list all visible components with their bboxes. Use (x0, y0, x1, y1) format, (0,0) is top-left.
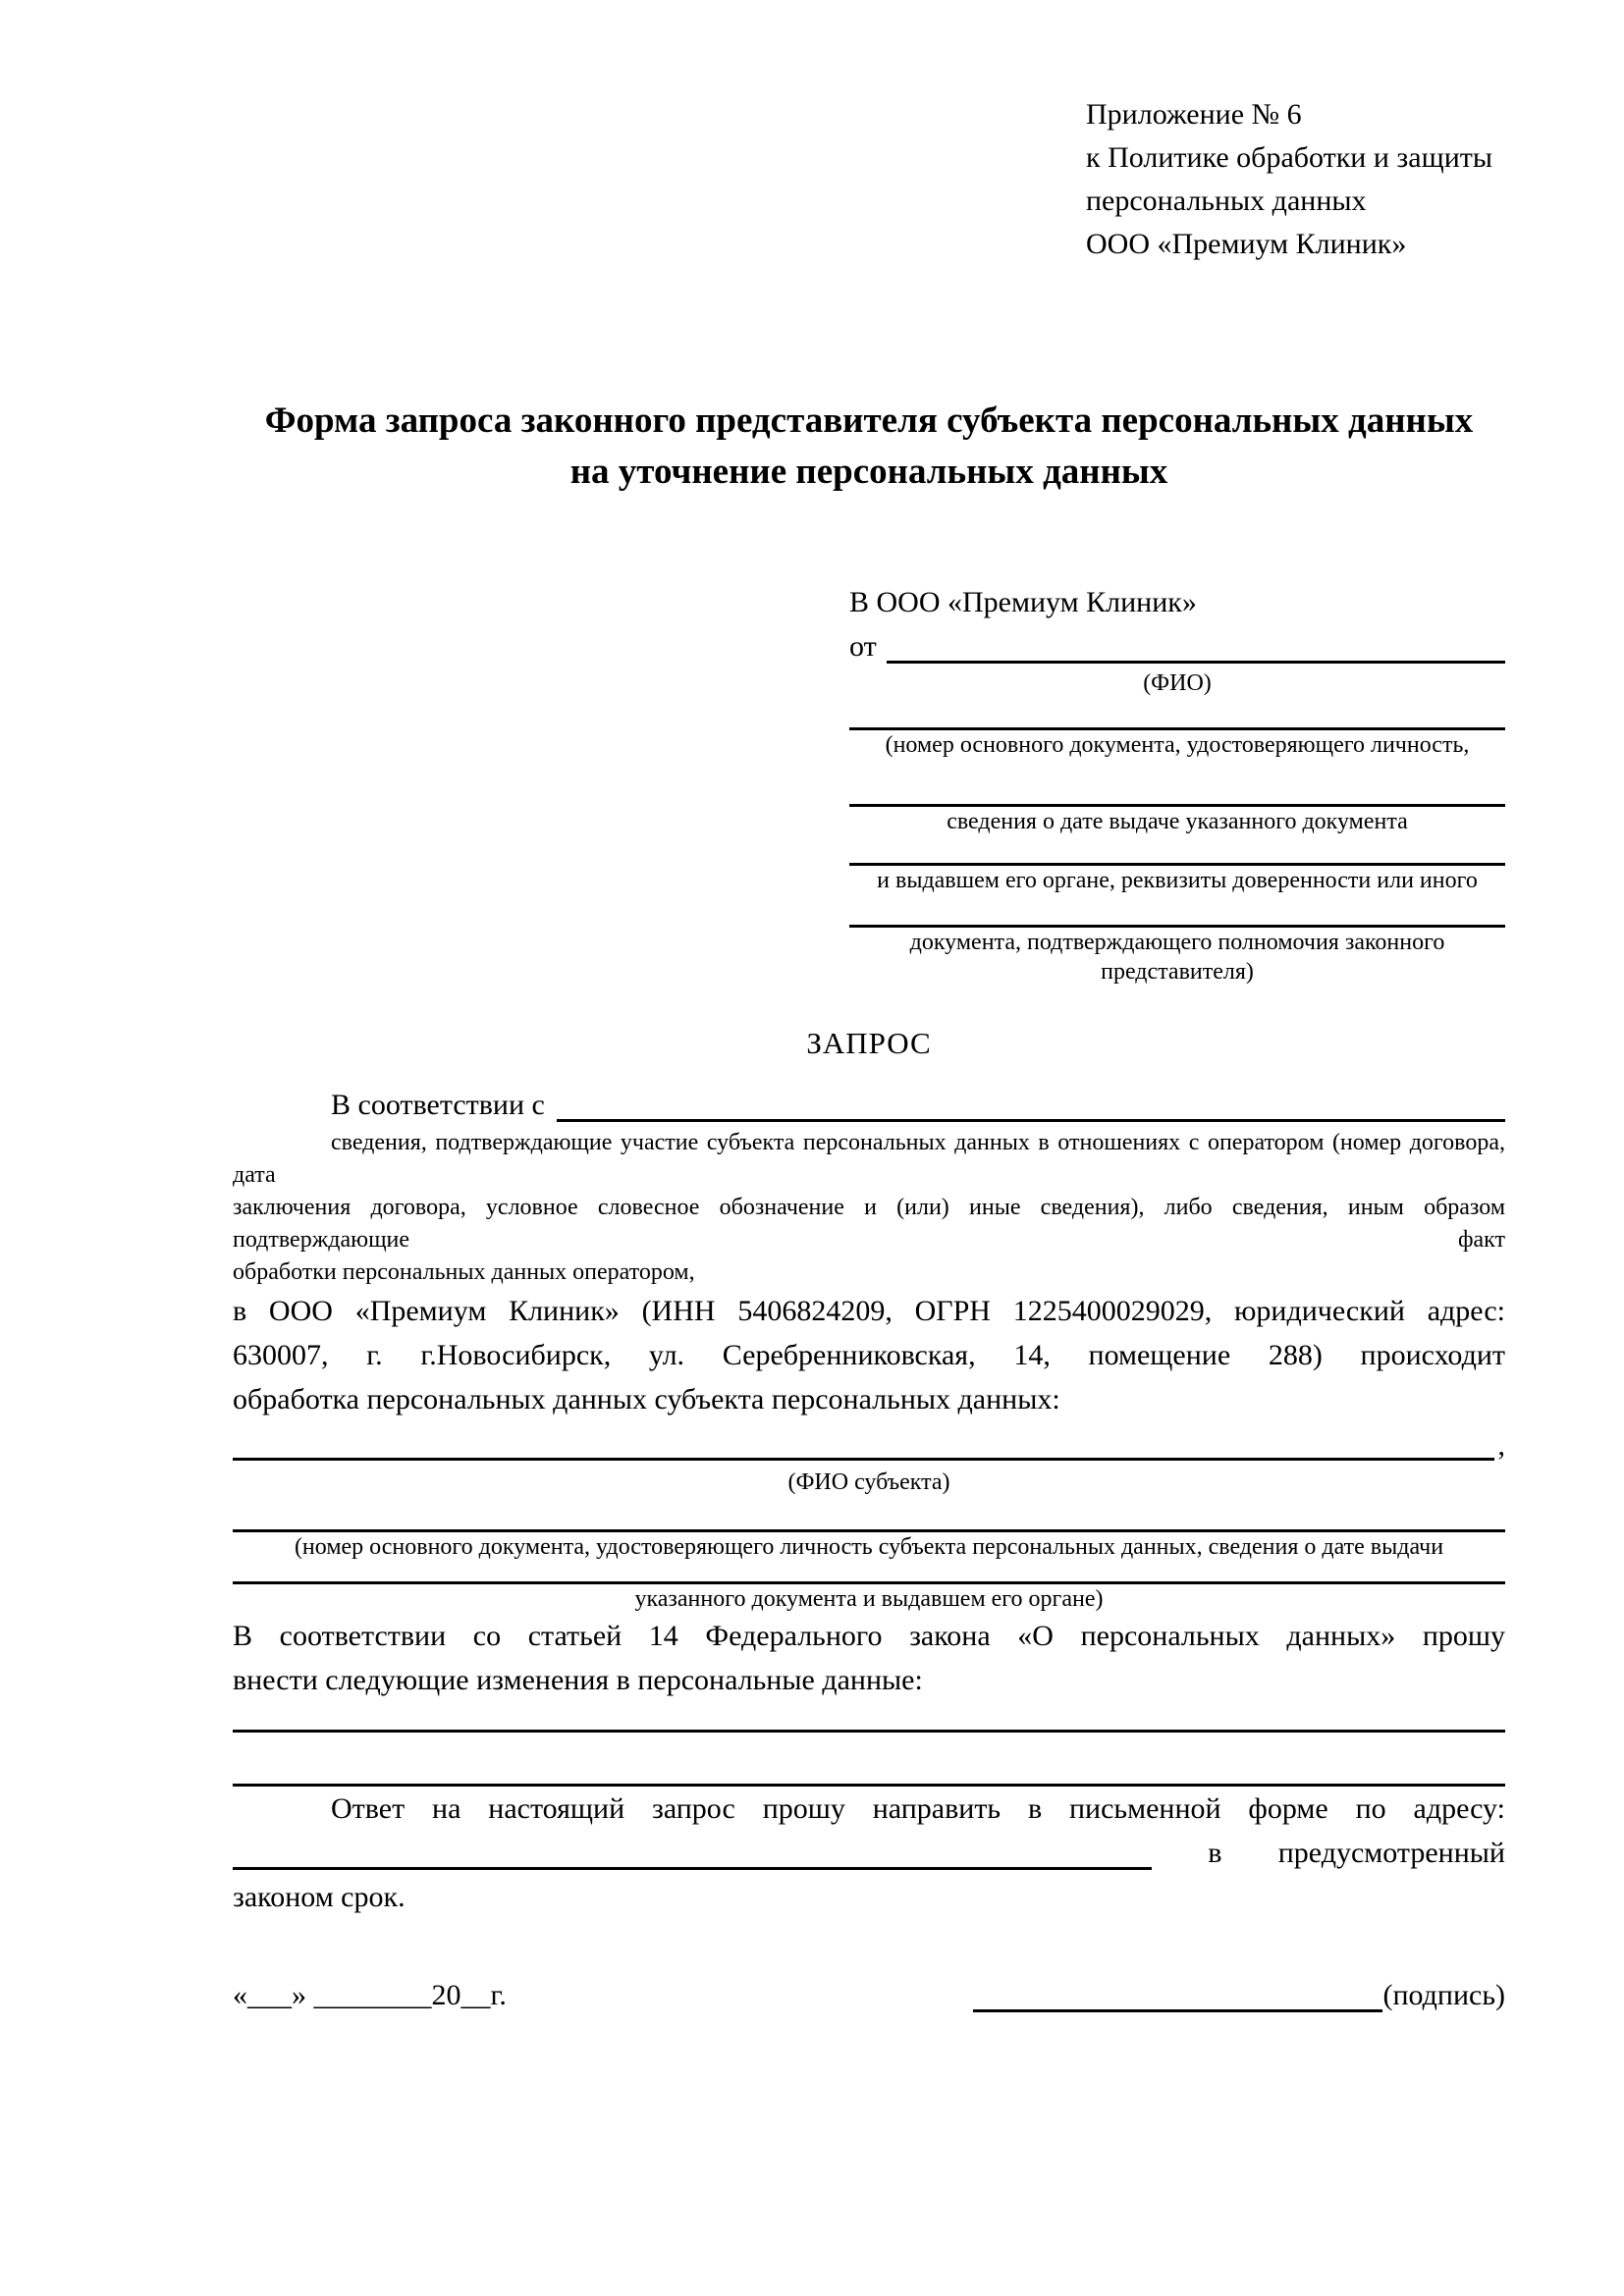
blank-line-changes-1 (233, 1702, 1505, 1733)
article-paragraph-line: внести следующие изменения в персональные данные: (233, 1664, 923, 1696)
basis-note (233, 1127, 1505, 1289)
date-field: «___» ________20__г. (233, 1979, 507, 2011)
from-row (849, 624, 1505, 668)
blank-line-subject-fio (233, 1423, 1494, 1461)
note-line: сведения, подтверждающие участие субъекта персональных данных в отношениях с оператором (номер договора, дата (233, 1130, 1505, 1188)
answer-word: в (1208, 1837, 1222, 1869)
from-label: от (849, 630, 877, 663)
operator-paragraph-line: в ООО «Премиум Клиник» (ИНН 5406824209, ОГРН 1225400029029, юридический адрес: (233, 1295, 1505, 1327)
blank-line-representative-doc-3 (849, 836, 1505, 866)
footer-row (233, 1973, 1505, 2017)
subject-comma: , (1497, 1429, 1505, 1462)
according-row (233, 1083, 1505, 1127)
answer-word: предусмотренный (1277, 1837, 1505, 1869)
answer-paragraph (233, 1787, 1505, 1919)
blank-line-basis (557, 1083, 1505, 1122)
article-paragraph-line: В соответствии со статьей 14 Федерального закона «О персональных данных» прошу (233, 1620, 1505, 1652)
field-caption: (номер основного документа, удостоверяющего личность субъекта персональных данных, сведения о дате выдачи (294, 1534, 1444, 1560)
subject-fio-row (233, 1423, 1505, 1468)
blank-line-subject-doc-2 (233, 1562, 1505, 1584)
subject-fio-caption: (ФИО субъекта) (787, 1469, 950, 1495)
blank-line-answer-address (233, 1867, 1152, 1870)
answer-paragraph-line: Ответ на настоящий запрос прошу направить в письменной форме по адресу: (331, 1792, 1505, 1825)
operator-paragraph-line: обработка персональных данных субъекта персональных данных: (233, 1383, 1060, 1415)
blank-line-signature (973, 2009, 1382, 2012)
request-heading: ЗАПРОС (806, 1026, 932, 1060)
field-caption: указанного документа и выдавшем его органе) (634, 1586, 1104, 1612)
according-prefix: В соответствии с (331, 1089, 545, 1121)
appendix-line: к Политике обработки и защиты (1086, 141, 1493, 174)
answer-paragraph-line: законом срок. (233, 1881, 406, 1913)
field-caption: сведения о дате выдаче указанного документа (947, 809, 1408, 834)
appendix-line: персональных данных (1086, 185, 1367, 217)
note-line: обработки персональных данных оператором, (233, 1259, 695, 1285)
addressee-block (849, 580, 1505, 987)
appendix-line: Приложение № 6 (1086, 98, 1302, 131)
blank-line-representative-doc-4 (849, 895, 1505, 928)
appendix-block (1086, 93, 1505, 266)
field-caption: (номер основного документа, удостоверяющего личность, (885, 732, 1470, 758)
blank-line-representative-doc-2 (849, 760, 1505, 807)
document-title-line: Форма запроса законного представителя субъекта персональных данных (264, 400, 1474, 441)
field-caption: и выдавшем его органе, реквизиты доверенности или иного (877, 868, 1478, 893)
article-paragraph (233, 1614, 1505, 1702)
blank-line-subject-doc-1 (233, 1497, 1505, 1532)
signature-caption: (подпись) (1382, 1979, 1505, 2011)
operator-paragraph-line: 630007, г. г.Новосибирск, ул. Серебренниковская, 14, помещение 288) происходит (233, 1339, 1505, 1371)
fio-caption: (ФИО) (1143, 670, 1212, 696)
signature-group (973, 1973, 1505, 2017)
operator-paragraph (233, 1289, 1505, 1421)
note-line: заключения договора, условное словесное обозначение и (или) иные сведения), либо сведения, иным образом подтверждающие факт (233, 1195, 1505, 1253)
document-title-line: на уточнение персональных данных (569, 452, 1168, 492)
blank-line-representative-fio (887, 624, 1505, 664)
blank-line-changes-2 (233, 1733, 1505, 1787)
addressee-organization: В ООО «Премиум Клиник» (849, 586, 1197, 618)
document-title (233, 396, 1505, 498)
field-caption: документа, подтверждающего полномочия законного представителя) (909, 930, 1445, 985)
appendix-line: ООО «Премиум Клиник» (1086, 228, 1407, 260)
answer-address-row (233, 1831, 1505, 1875)
blank-line-representative-doc-1 (849, 698, 1505, 730)
